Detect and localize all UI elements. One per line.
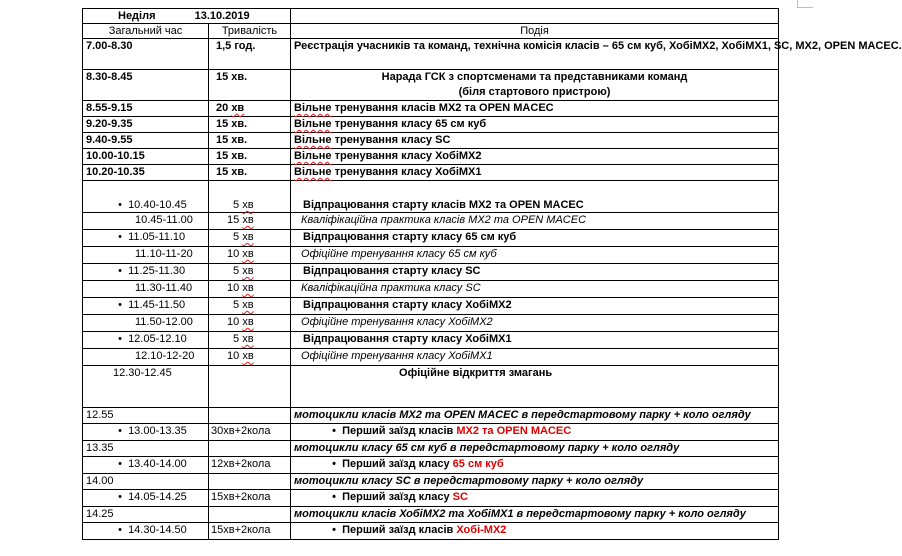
time-cell [83,490,209,507]
session-row [83,315,779,332]
event-cell: Відпрацювання старту класу ХобіМХ2 [291,298,779,315]
session-time: 12.05-12.10 [128,333,187,345]
time-cell: 9.20-9.35 [83,117,209,133]
briefing-line-1: Нарада ГСК з спортсменами та представниками команд [381,71,688,83]
session-time: 11.10-11-20 [135,248,193,260]
duration-cell: 12хв+2кола [209,457,291,474]
opening-row [83,366,779,408]
day-cell [83,9,291,24]
event-keyword: Вільне [294,118,332,130]
time-cell [83,457,209,474]
duration-cell: 15 хв. [209,165,291,181]
duration-cell [209,298,291,315]
event-text: тренування класу ХобіМХ1 [331,166,482,178]
duration-cell [209,315,291,332]
duration-cell [209,441,291,457]
day-label: Неділя [118,10,156,22]
event-text: тренування класу ХобіМХ2 [331,150,482,162]
duration-cell [209,408,291,424]
event-cell: Відпрацювання старту класів MX2 та OPEN MACEC [291,181,779,213]
bullet-icon: • [332,524,336,536]
time-cell [83,264,209,281]
pre-start-event: мотоцикли класу 65 см куб в передстартовому парку + коло огляду [291,441,779,457]
duration-number: 5 [233,199,240,211]
free-training-row [83,101,779,117]
duration-number: 5 [233,231,240,243]
time-cell: 14.25 [83,507,209,523]
duration-unit: хв [242,333,254,345]
duration-cell: 15 хв. [209,70,291,101]
duration-unit: хв [242,231,254,243]
session-row [83,332,779,349]
event-cell [291,70,779,101]
duration-cell [209,349,291,366]
session-time: 12.10-12-20 [135,350,195,362]
heat-row [83,424,779,441]
event-cell [291,117,779,133]
day-row [83,9,779,24]
time-cell: 12.30-12.45 [83,366,209,408]
bullet-icon: • [118,425,122,437]
event-text: тренування класу SC [331,134,451,146]
time-cell: 10.20-10.35 [83,165,209,181]
pre-start-row [83,408,779,424]
time-cell [83,181,209,213]
pre-start-event: мотоцикли класів MX2 та OPEN MACEC в передстартовому парку + коло огляду [291,408,779,424]
session-row [83,247,779,264]
session-time: 11.30-11.40 [135,282,193,294]
heat-label: Перший заїзд класів [342,524,457,536]
bullet-icon: • [118,265,122,277]
duration-cell: 30хв+2кола [209,424,291,441]
time-cell: 8.30-8.45 [83,70,209,101]
event-text: тренування класу 65 см куб [331,118,487,130]
time-cell: 12.55 [83,408,209,424]
event-cell: Відпрацювання старту класу 65 см куб [291,230,779,247]
session-time: 11.05-11.10 [128,231,186,243]
event-keyword: Вільне [294,134,332,146]
event-cell: Офіційне тренування класу ХобіМХ1 [291,349,779,366]
event-cell [291,101,779,117]
free-training-row [83,149,779,165]
time-cell [83,349,209,366]
time-cell [83,523,209,540]
day-empty-cell [291,9,779,24]
duration-unit: хв [242,316,254,328]
time-cell: 8.55-9.15 [83,101,209,117]
session-row [83,213,779,230]
briefing-line-2: (біля стартового пристрою) [458,86,611,98]
heat-time: 14.05-14.25 [128,491,187,503]
event-cell: Кваліфікаційна практика класу SC [291,281,779,298]
session-time: 11.45-11.50 [128,299,186,311]
bullet-icon: • [118,458,122,470]
heat-event [291,523,779,540]
duration-unit: хв [242,265,254,277]
session-row [83,298,779,315]
time-cell [83,247,209,264]
pre-start-row [83,507,779,523]
event-cell [291,133,779,149]
event-cell [291,149,779,165]
pre-start-row [83,441,779,457]
time-cell: 13.35 [83,441,209,457]
session-row [83,349,779,366]
duration-number: 10 [227,350,240,362]
session-row [83,230,779,247]
duration-cell [209,213,291,230]
session-time: 11.50-12.00 [135,316,193,328]
time-cell [83,424,209,441]
time-cell [83,230,209,247]
heat-event [291,490,779,507]
duration-unit: хв [231,102,245,114]
duration-cell [209,281,291,298]
opening-title: Офіційне відкриття змагань [291,366,779,408]
heat-row [83,490,779,507]
bullet-icon: • [118,491,122,503]
session-time: 10.40-10.45 [128,199,187,211]
duration-cell: 15 хв. [209,133,291,149]
time-cell: 14.00 [83,474,209,490]
duration-number: 10 [227,248,240,260]
header-event: Подія [291,24,779,39]
duration-cell: 15 хв. [209,149,291,165]
registration-row [83,39,779,70]
duration-cell [209,247,291,264]
free-training-row [83,117,779,133]
time-cell [83,213,209,230]
bullet-icon: • [118,231,122,243]
heat-time: 14.30-14.50 [128,524,187,536]
heat-row [83,523,779,540]
page-corner-mark-horizontal [797,7,813,8]
duration-unit: хв [242,214,254,226]
event-cell [291,165,779,181]
heat-label: Перший заїзд класу [342,458,453,470]
duration-cell: 15хв+2кола [209,523,291,540]
event-cell: Реєстрація учасників та команд, технічна комісія класів – 65 см куб, ХобіМХ2, ХобіМХ1, SC, MX2, OPEN MACEC. [291,39,779,70]
session-time: 11.25-11.30 [128,265,186,277]
time-cell [83,332,209,349]
heat-class: MX2 та OPEN MACEC [456,425,572,437]
heat-time: 13.40-14.00 [128,458,187,470]
duration-unit: хв [242,282,254,294]
heat-time: 13.00-13.35 [128,425,187,437]
session-row [83,181,779,213]
time-cell: 9.40-9.55 [83,133,209,149]
duration-cell [209,507,291,523]
time-cell [83,315,209,332]
pre-start-event: мотоцикли класів ХобіМХ2 та ХобіМХ1 в передстартовому парку + коло огляду [291,507,779,523]
heat-class: 65 см куб [452,458,504,470]
heat-event [291,457,779,474]
duration-cell [209,264,291,281]
duration-cell [209,230,291,247]
heat-row [83,457,779,474]
free-training-row [83,133,779,149]
duration-unit: хв [242,199,254,211]
heat-label: Перший заїзд класів [342,425,457,437]
event-cell: Кваліфікаційна практика класів MX2 та OPEN MACEC [291,213,779,230]
heat-class: SC [452,491,468,503]
time-cell: 7.00-8.30 [83,39,209,70]
bullet-icon: • [332,458,336,470]
duration-number: 10 [227,282,240,294]
duration-number: 5 [233,265,240,277]
time-cell [83,298,209,315]
duration-cell [209,101,291,117]
time-cell [83,281,209,298]
duration-cell [209,366,291,408]
bullet-icon: • [332,491,336,503]
session-row [83,281,779,298]
bullet-icon: • [118,333,122,345]
pre-start-event: мотоцикли класу SC в передстартовому парку + коло огляду [291,474,779,490]
duration-number: 10 [227,316,240,328]
bullet-icon: • [118,524,122,536]
header-duration: Тривалість [209,24,291,39]
heat-label: Перший заїзд класу [342,491,453,503]
event-cell: Відпрацювання старту класу ХобіМХ1 [291,332,779,349]
briefing-row [83,70,779,101]
bullet-icon: • [332,425,336,437]
duration-cell: 15хв+2кола [209,490,291,507]
header-time: Загальний час [83,24,209,39]
duration-number: 5 [233,333,240,345]
duration-number: 15 [227,214,240,226]
event-cell: Офіційне тренування класу ХобіМХ2 [291,315,779,332]
bullet-icon: • [118,299,122,311]
session-row [83,264,779,281]
heat-class: Хобі-МХ2 [456,524,507,536]
time-cell: 10.00-10.15 [83,149,209,165]
event-cell: Відпрацювання старту класу SC [291,264,779,281]
header-row [83,24,779,39]
pre-start-row [83,474,779,490]
day-date: 13.10.2019 [194,10,250,22]
duration-number: 20 [216,102,229,114]
event-keyword: Вільне [294,102,332,114]
heat-event [291,424,779,441]
duration-cell [209,332,291,349]
schedule-table [82,8,902,540]
event-keyword: Вільне [294,166,332,178]
duration-unit: хв [242,299,254,311]
duration-unit: хв [242,248,254,260]
session-time: 10.45-11.00 [135,214,193,226]
duration-cell [209,181,291,213]
free-training-row [83,165,779,181]
duration-number: 5 [233,299,240,311]
duration-cell: 15 хв. [209,117,291,133]
duration-cell: 1,5 год. [209,39,291,70]
bullet-icon: • [118,199,122,211]
duration-cell [209,474,291,490]
event-text: тренування класів MX2 та OPEN MACEC [331,102,554,114]
event-keyword: Вільне [294,150,332,162]
duration-unit: хв [242,350,254,362]
event-cell: Офіційне тренування класу 65 см куб [291,247,779,264]
